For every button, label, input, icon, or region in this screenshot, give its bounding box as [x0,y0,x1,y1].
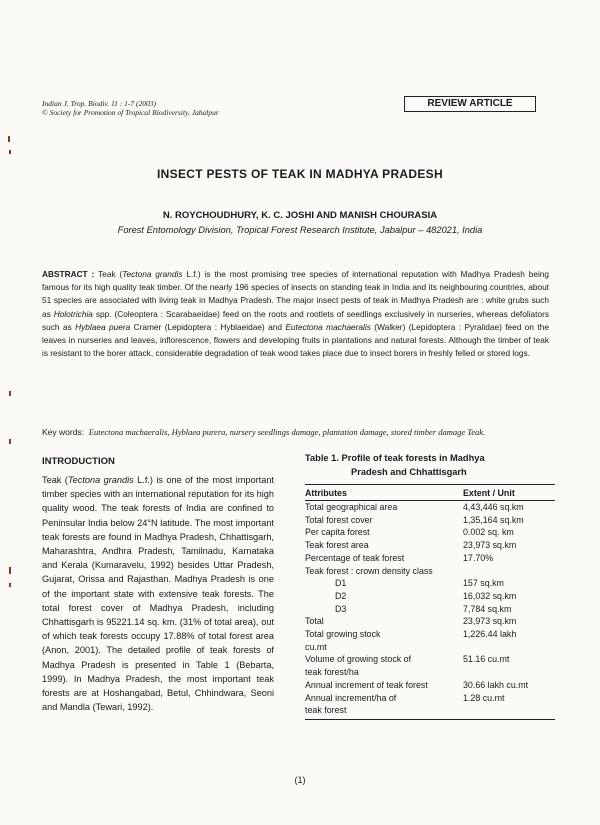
article-type-badge: REVIEW ARTICLE [404,96,536,112]
table-cell: Annual increment of teak forest [305,679,428,690]
abstract-text: (Walker) (Lepidoptera : Pyralidae) feed on the leaves in nurseries and leaves, inflorescence, flowers and developing fruits in plantations and natural forests. Although the timber of teak is resistant to the borer attack, considerable degradation of teak wood takes place due to insect borers in freshly felled or stored logs. [42,321,549,359]
abstract-text: Cramer (Lepidoptera : Hyblaeidae) and [130,321,286,332]
abstract-label: ABSTRACT : [42,269,99,279]
table-cell: 23,973 sq.km [463,540,517,551]
table-cell: 1.28 cu.mt [463,692,505,703]
page-title: INSECT PESTS OF TEAK IN MADHYA PRADESH [157,167,443,181]
table-cell: D1 [335,578,347,589]
table-cell: 4,43,446 sq.km [463,502,524,512]
table-cell: Annual increment/ha of [305,692,397,703]
table-cell: 30.66 lakh cu.mt [463,679,529,690]
section-heading: INTRODUCTION [42,456,115,467]
table-cell: 157 sq.km [463,578,504,589]
table-cell: Total forest cover [305,514,373,525]
table-cell: 0.002 sq. km [463,527,514,538]
table-row [305,679,555,692]
species-name: Hyblaea puera [75,321,131,332]
table-cell: Total growing stock [305,629,381,640]
table-cell: 16,032 sq.km [463,590,517,601]
journal-citation [42,99,219,117]
table-cell: 7,784 sq.km [463,603,512,614]
table-cell: 23,973 sq.km [463,616,517,627]
abstract-text: Teak ( [98,269,123,279]
keywords-text: Eutectona machaeralis, Hyblaea purera, nursery seedlings damage, plantation damage, stored timber damage Teak. [88,427,486,437]
abstract-text: L.f.) is the most promising tree species of international reputation with Madhya Pradesh being famous for its high quality teak timber. Of the nearly 196 species of insects on standing teak in India and its neighbouring countries, about 51 species are associated with living teak in Madhya Pradesh. The major insect pests of teak in Madhya Pradesh are : white grubs such as [42,269,550,319]
species-name: Eutectona machaeralis [285,321,371,332]
table-cell: 1,35,164 sq.km [463,514,524,525]
table-row [305,666,555,679]
species-name: Tectona grandis [122,269,183,279]
abstract-text: spp. (Coleoptera : Scarabaeidae) feed on the roots and rootlets of seedlings exclusively in nurseries, whereas defoliators such as [42,308,549,332]
table-cell: Total geographical area [305,502,398,512]
intro-text: L.f.) is one of the most important timber species with an international reputation for its high quality wood. The teak forests of India are confined to Peninsular India below 24°N latitude. The most important teak forests are found in Madhya Pradesh, Chhattisgarh, Maharashtra, Andhra Pradesh, Tamilnadu, Karnataka and Kerala (Kumaravelu, 1992) besides Uttar Pradesh, Gujarat, Orissa and Rajasthan. Madhya Pradesh is one of the important state with extensive teak forests. The total forest cover of Madhya Pradesh, including Chhattisgarh is 95221.14 sq. km. (31% of total area), out of which teak forests occupy 17.88% of total forest area (Anon, 2001). The detailed profile of teak forests of Madhya Pradesh is presented in Table 1 (Bebarta, 1999). In Madhya Pradesh, the most important teak forests are at Hoshangabad, Betul, Chhindwara, Seoni and Mandla (Tewari, 1992). [42,475,274,713]
table-row [305,615,555,628]
table-cell: cu.mt [305,641,327,652]
table-header-row [305,485,555,501]
table-row [305,603,555,616]
margin-mark [9,150,11,154]
table-cell: Volume of growing stock of [305,654,412,665]
society-line: © Society for Promotion of Tropical Biodiversity, Jabalpur [42,108,219,117]
table-caption-line: Pradesh and Chhattisgarh [351,467,467,477]
table-row [305,577,555,590]
margin-mark [9,391,11,396]
table-caption [305,451,555,479]
margin-mark [9,567,11,574]
column-header: Attributes [305,485,457,501]
margin-mark [9,439,11,444]
table-cell: teak forest [305,704,457,719]
table-row [305,628,555,641]
journal-line: Indian J. Trop. Biodiv. 11 : 1-7 (2003) [42,99,157,108]
table-row [305,704,555,719]
table-row [305,590,555,603]
profile-table [305,484,555,720]
abstract [42,268,549,360]
table-caption-line: Table 1. Profile of teak forests in Madhya [305,453,485,463]
intro-text: Teak ( [42,475,68,485]
table-cell: Teak forest : crown density class [305,565,433,576]
margin-mark [9,583,11,587]
table-row [305,501,555,514]
table-row [305,539,555,552]
species-name: Holotrichia [53,308,93,319]
column-header: Extent / Unit [457,485,555,501]
page-number: (1) [294,775,306,785]
authors: N. ROYCHOUDHURY, K. C. JOSHI AND MANISH CHOURASIA [162,210,438,221]
introduction-paragraph [42,473,274,714]
table-row [305,641,555,654]
keywords-label: Key words: [42,427,85,437]
keywords [42,426,549,438]
margin-mark [8,136,10,142]
table-cell: 17.70% [463,552,494,563]
table-row [305,692,555,705]
table-cell [457,704,555,719]
table-cell: Per capita forest [305,527,370,538]
table-cell: teak forest/ha [305,667,359,678]
table-row [305,514,555,527]
table-row [305,552,555,565]
table-row [305,565,555,578]
species-name: Tectona grandis [67,475,134,485]
table-cell: Percentage of teak forest [305,552,405,563]
table-cell: D3 [335,603,347,614]
table-row [305,653,555,666]
table-cell: Total [305,616,324,627]
affiliation: Forest Entomology Division, Tropical Forest Research Institute, Jabalpur – 482021, India [117,225,483,235]
table-cell: 1,226.44 lakh [463,629,517,640]
table-cell: D2 [335,590,347,601]
table-row [305,526,555,539]
table-cell: 51.16 cu.mt [463,654,510,665]
table-cell: Teak forest area [305,540,369,551]
